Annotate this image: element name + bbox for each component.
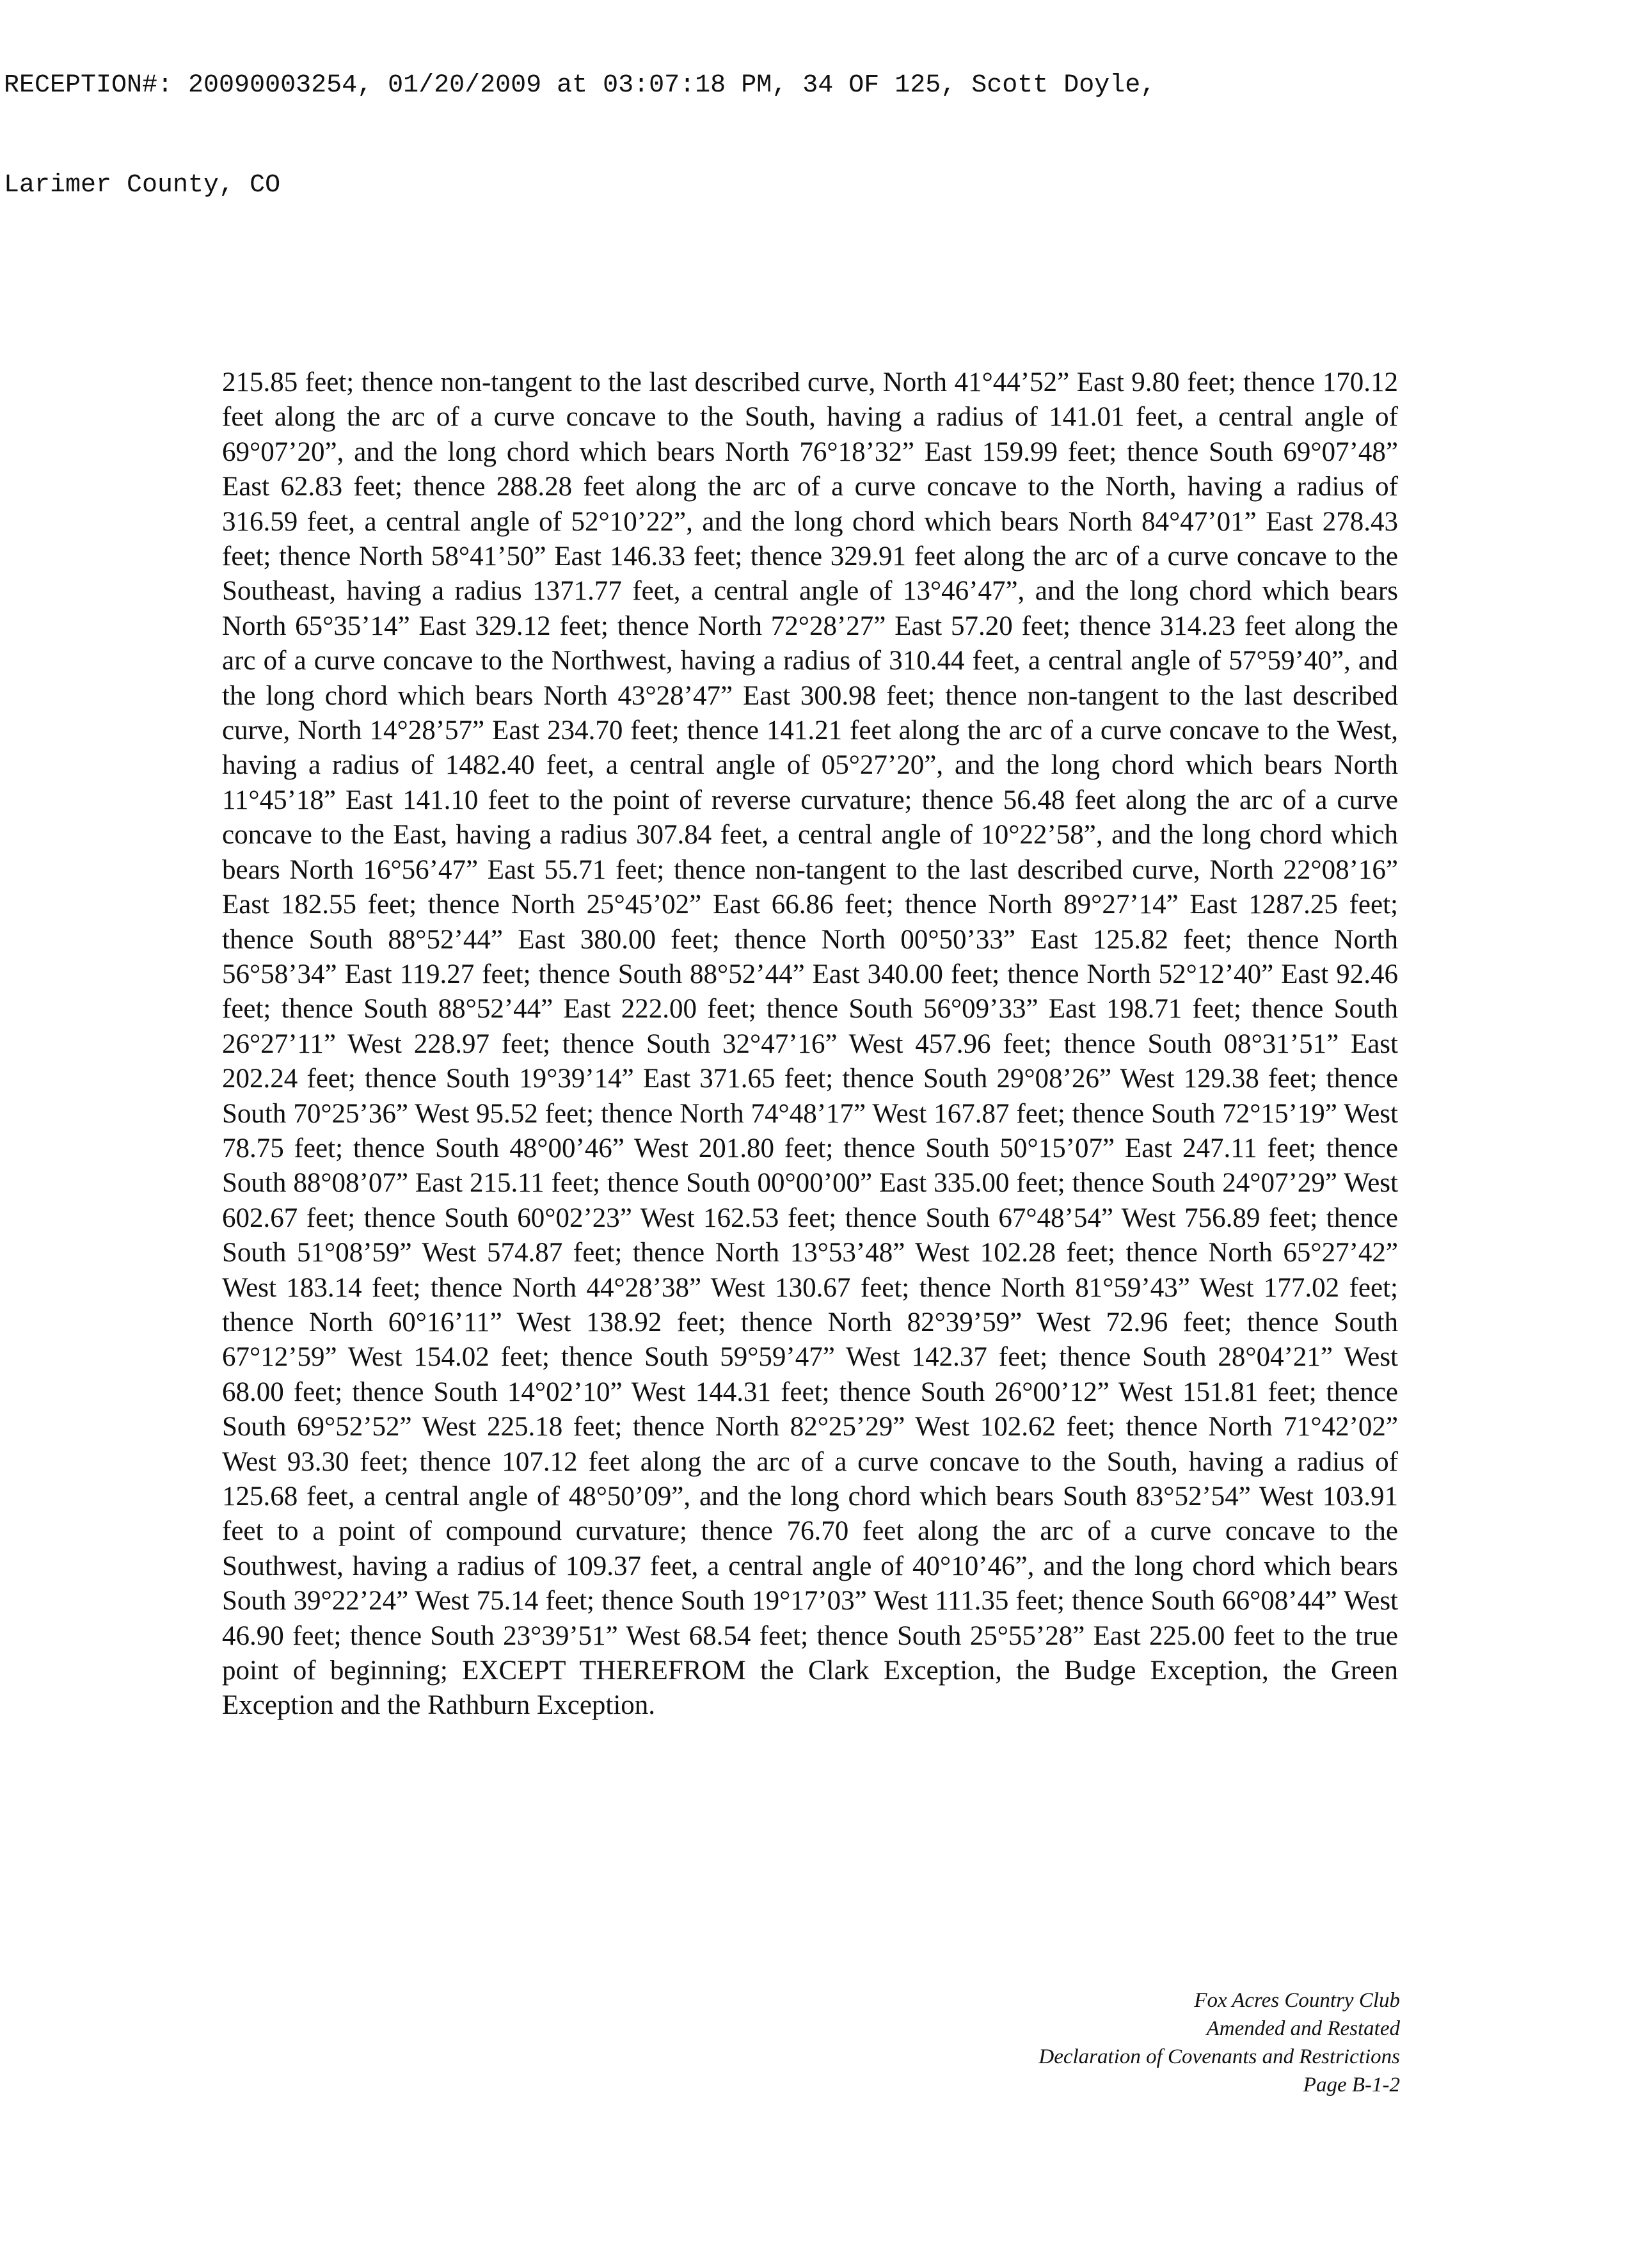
legal-description-text: 215.85 feet; thence non-tangent to the last described curve, North 41°44’52” East 9.80 feet; thence 170.12 feet along the arc of a curve concave to the South, having a radius of 141.01 feet, a central angle of 69°07’20”, and the long chord which bears North 76°18’32” East 159.99 feet; thence South 69°07’48” East 62.83 feet; thence 288.28 feet along the arc of a curve concave to the North, having a radius of 316.59 feet, a central angle of 52°10’22”, and the long chord which bears North 84°47’01” East 278.43 feet; thence North 58°41’50” East 146.33 feet; thence 329.91 feet along the arc of a curve concave to the Southeast, having a radius 1371.77 feet, a central angle of 13°46’47”, and the long chord which bears North 65°35’14” East 329.12 feet; thence North 72°28’27” East 57.20 feet; thence 314.23 feet along the arc of a curve concave to the Northwest, having a radius of 310.44 feet, a central angle of 57°59’40”, and the long chord which bears North 43°28’47” East 300.98 feet; thence non-tangent to the last described curve, North 14°28’57” East 234.70 feet; thence 141.21 feet along the arc of a curve concave to the West, having a radius of 1482.40 feet, a central angle of 05°27’20”, and the long chord which bears North 11°45’18” East 141.10 feet to the point of reverse curvature; thence 56.48 feet along the arc of a curve concave to the East, having a radius 307.84 feet, a central angle of 10°22’58”, and the long chord which bears North 16°56’47” East 55.71 feet; thence non-tangent to the last described curve, North 22°08’16” East 182.55 feet; thence North 25°45’02” East 66.86 feet; thence North 89°27’14” East 1287.25 feet; thence South 88°52’44” East 380.00 feet; thence North 00°50’33” East 125.82 feet; thence North 56°58’34” East 119.27 feet; thence South 88°52’44” East 340.00 feet; thence North 52°12’40” East 92.46 feet; thence South 88°52’44” East 222.00 feet; thence South 56°09’33” East 198.71 feet; thence South 26°27’11” West 228.97 feet; thence South 32°47’16” West 457.96 feet; thence South 08°31’51” East 202.24 feet; thence South 19°39’14” East 371.65 feet; thence South 29°08’26” West 129.38 feet; thence South 70°25’36” West 95.52 feet; thence North 74°48’17” West 167.87 feet; thence South 72°15’19” West 78.75 feet; thence South 48°00’46” West 201.80 feet; thence South 50°15’07” East 247.11 feet; thence South 88°08’07” East 215.11 feet; thence South 00°00’00” East 335.00 feet; thence South 24°07’29” West 602.67 feet; thence South 60°02’23” West 162.53 feet; thence South 67°48’54” West 756.89 feet; thence South 51°08’59” West 574.87 feet; thence North 13°53’48” West 102.28 feet; thence North 65°27’42” West 183.14 feet; thence North 44°28’38” West 130.67 feet; thence North 81°59’43” West 177.02 feet; thence North 60°16’11” West 138.92 feet; thence North 82°39’59” West 72.96 feet; thence South 67°12’59” West 154.02 feet; thence South 59°59’47” West 142.37 feet; thence South 28°04’21” West 68.00 feet; thence South 14°02’10” West 144.31 feet; thence South 26°00’12” West 151.81 feet; thence South 69°52’52” West 225.18 feet; thence North 82°25’29” West 102.62 feet; thence North 71°42’02” West 93.30 feet; thence 107.12 feet along the arc of a curve concave to the South, having a radius of 125.68 feet, a central angle of 48°50’09”, and the long chord which bears South 83°52’54” West 103.91 feet to a point of compound curvature; thence 76.70 feet along the arc of a curve concave to the Southwest, having a radius of 109.37 feet, a central angle of 40°10’46”, and the long chord which bears South 39°22’24” West 75.14 feet; thence South 19°17’03” West 111.35 feet; thence South 66°08’44” West 46.90 feet; thence South 23°39’51” West 68.54 feet; thence South 25°55’28” East 225.00 feet to the true point of beginning; EXCEPT THEREFROM the Clark Exception, the Budge Exception, the Green Exception and the Rathburn Exception. bbox=[222, 367, 1398, 1721]
document-footer bbox=[1038, 1986, 1400, 2099]
recording-stamp bbox=[4, 3, 1156, 236]
footer-declaration-title: Declaration of Covenants and Restrictions bbox=[1038, 2045, 1400, 2068]
recording-stamp-line-2: Larimer County, CO bbox=[4, 171, 281, 200]
footer-page-number: Page B-1-2 bbox=[1303, 2073, 1400, 2096]
recording-stamp-line-1: RECEPTION#: 20090003254, 01/20/2009 at 03:07:18 PM, 34 OF 125, Scott Doyle, bbox=[4, 71, 1156, 100]
footer-amended-line: Amended and Restated bbox=[1206, 2017, 1400, 2040]
footer-club-name: Fox Acres Country Club bbox=[1194, 1989, 1400, 2012]
